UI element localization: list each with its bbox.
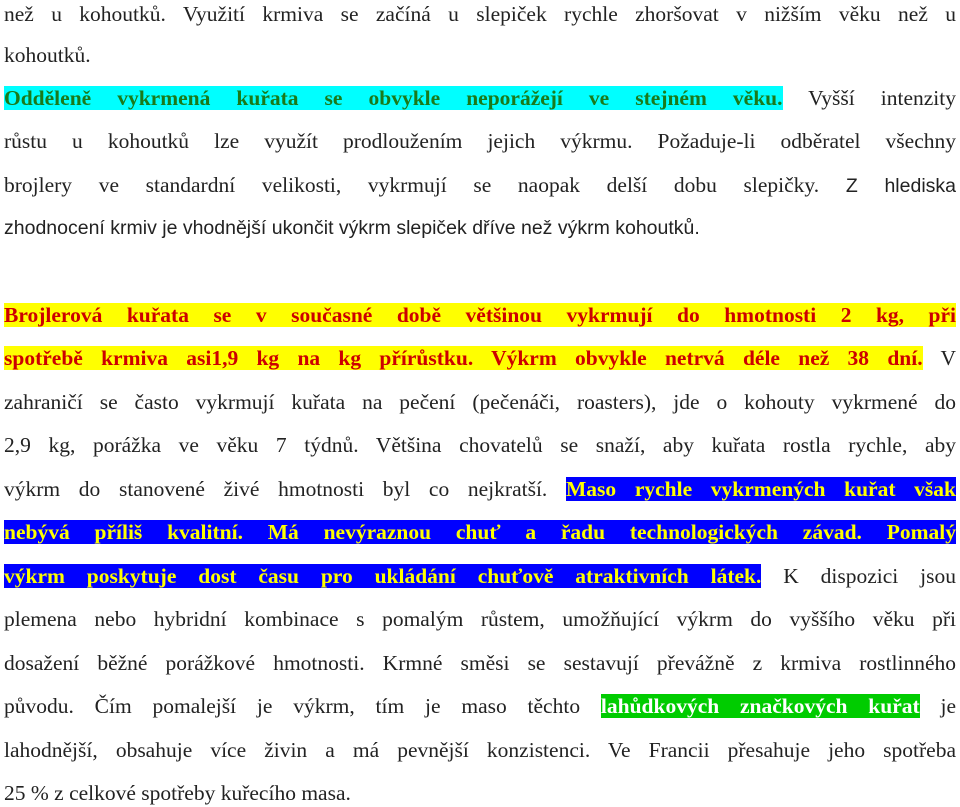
text-run: 25 % z celkové spotřeby kuřecího masa.	[4, 781, 351, 805]
text-line	[4, 127, 956, 155]
highlighted-text: nebývá příliš kvalitní. Má nevýraznou chuť a řadu technologických závad. Pomalý	[4, 520, 956, 544]
text-run: růstu u kohoutků lze využít prodloužením jejich výkrmu. Požaduje-li odběratel všechny	[4, 129, 956, 153]
highlighted-text: Maso rychle vykrmených kuřat však	[565, 477, 956, 501]
highlighted-text: výkrm poskytuje dost času pro ukládání chuťově atraktivních látek.	[4, 564, 762, 588]
highlighted-text: lahůdkových značkových kuřat	[600, 694, 920, 718]
text-run: brojlery ve standardní velikosti, vykrmují se naopak delší dobu slepičky.	[4, 173, 820, 197]
text-run: lahodnější, obsahuje více živin a má pevnější konzistenci. Ve Francii přesahuje jeho spotřeba	[4, 738, 956, 762]
text-run: dosažení běžné porážkové hmotnosti. Krmné směsi se sestavují převážně z krmiva rostlinného	[4, 651, 956, 675]
text-line	[4, 171, 956, 200]
text-line	[4, 0, 956, 28]
text-run: je	[919, 694, 956, 718]
text-line	[4, 84, 956, 112]
text-line	[4, 388, 956, 416]
text-run: Z hlediska	[819, 175, 956, 197]
text-run: Vyšší intenzity	[782, 86, 956, 110]
text-run: K dispozici jsou	[761, 564, 956, 588]
text-line	[4, 736, 956, 764]
highlighted-text: Brojlerová kuřata se v současné době většinou vykrmují do hmotnosti 2 kg, při	[4, 303, 956, 327]
text-run: zahraničí se často vykrmují kuřata na pečení (pečenáči, roasters), jde o kohouty vykrmené do	[4, 390, 956, 414]
text-run: kohoutků.	[4, 43, 91, 67]
text-line	[4, 649, 956, 677]
text-line	[4, 562, 956, 590]
text-line	[4, 605, 956, 633]
text-line	[4, 344, 956, 372]
text-line	[4, 779, 956, 807]
text-line	[4, 518, 956, 546]
text-line	[4, 431, 956, 459]
text-run: V	[922, 346, 957, 370]
text-line	[4, 692, 956, 720]
text-run: než u kohoutků. Využití krmiva se začíná u slepiček rychle zhoršovat v nižším věku než u	[4, 2, 956, 26]
text-line	[4, 475, 956, 503]
text-line	[4, 214, 956, 242]
text-run: původu. Čím pomalejší je výkrm, tím je maso těchto	[4, 694, 601, 718]
text-run: zhodnocení krmiv je vhodnější ukončit výkrm slepiček dříve než výkrm kohoutků.	[4, 217, 700, 239]
highlighted-text: spotřebě krmiva asi1,9 kg na kg přírůstku. Výkrm obvykle netrvá déle než 38 dní.	[4, 346, 923, 370]
text-run: výkrm do stanovené živé hmotnosti byl co nejkratší.	[4, 477, 566, 501]
text-run: plemena nebo hybridní kombinace s pomalým růstem, umožňující výkrm do vyššího věku při	[4, 607, 956, 631]
highlighted-text: Odděleně vykrmená kuřata se obvykle neporážejí ve stejném věku.	[4, 86, 783, 110]
text-line	[4, 41, 956, 69]
text-run: 2,9 kg, porážka ve věku 7 týdnů. Většina chovatelů se snaží, aby kuřata rostla rychle, aby	[4, 433, 956, 457]
text-line	[4, 301, 956, 329]
